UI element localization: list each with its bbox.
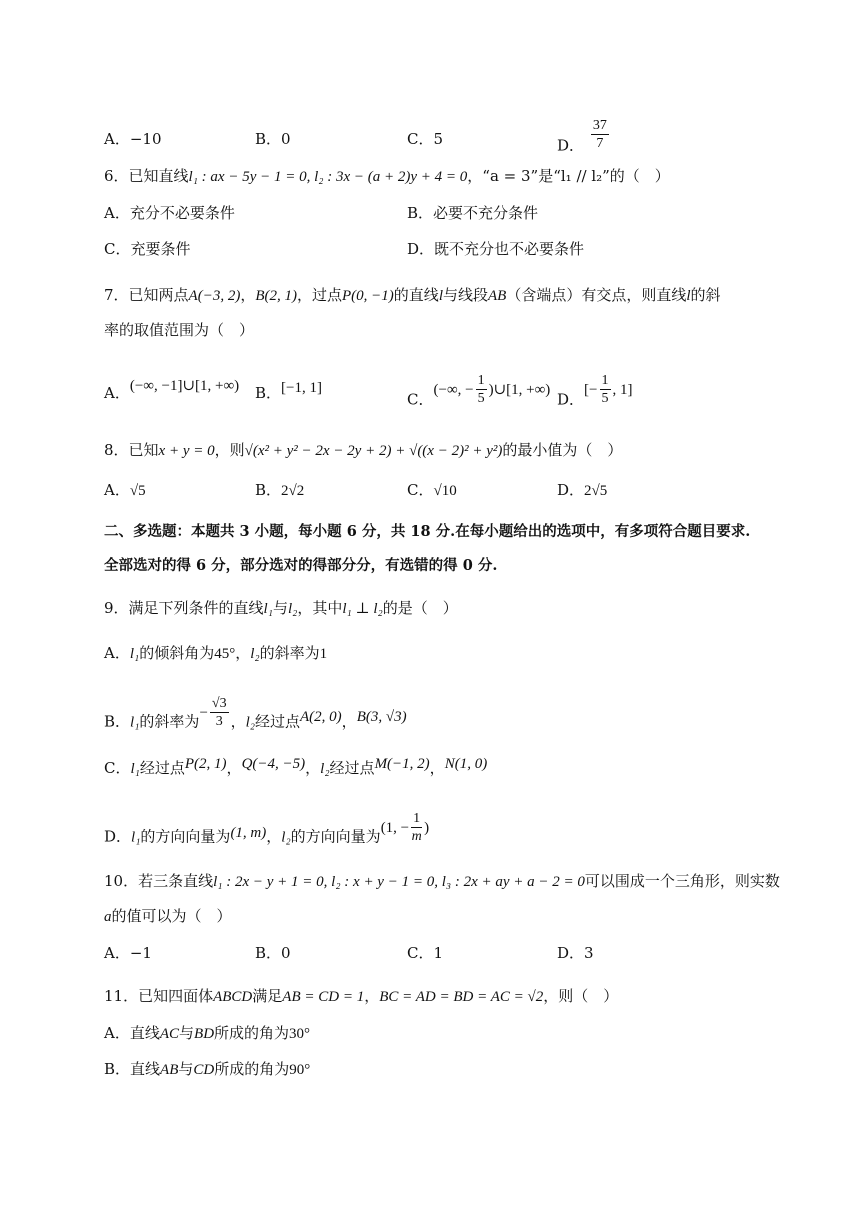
math: AB = CD = 1: [282, 989, 365, 1005]
math: Q(−4, −5): [241, 756, 306, 772]
q7-option-c: [407, 373, 551, 418]
fraction: [476, 372, 487, 407]
q7-text: 与线段: [442, 286, 488, 304]
math: −: [199, 704, 208, 721]
math-part: , 1]: [612, 381, 633, 398]
fraction: [411, 810, 422, 845]
q10-text: 的值可以为（ ）: [111, 907, 232, 925]
q6-stem-question: ，“a = 3”是“l₁ // l₂”的（ ）: [467, 167, 670, 185]
q5-option-b: B．0: [255, 130, 291, 148]
q9-option-b-fraction: [199, 696, 230, 729]
math: l₁: [130, 714, 140, 731]
math-part: [−: [584, 381, 598, 398]
q8-option-b: [255, 480, 304, 501]
option-label: C．: [104, 759, 131, 777]
option-label: B．: [255, 384, 282, 402]
fraction-denominator: 3: [215, 714, 223, 729]
q11-option-a: [104, 1023, 310, 1044]
math: l₂: [245, 714, 255, 731]
option-label: D．: [557, 390, 585, 409]
q9-text: 的是（ ）: [382, 599, 458, 617]
q7-line-l: l: [438, 288, 443, 304]
math: 90°: [289, 1062, 311, 1078]
q9-option-c: [104, 758, 487, 779]
q10-text: 可以围成一个三角形，则实数: [584, 872, 780, 890]
q7-point-p: P(0, −1): [342, 288, 394, 304]
math: M(−1, 2): [374, 756, 430, 772]
q11-text: ，则（ ）: [543, 987, 619, 1005]
q9-l2: l₂: [287, 601, 298, 617]
text: A．直线: [104, 1024, 160, 1042]
q9-option-b: [104, 696, 407, 740]
q11-stem: [104, 986, 618, 1007]
q7-point-b: B(2, 1): [255, 288, 297, 304]
fraction-numerator: √3: [211, 696, 227, 711]
math: 30°: [289, 1026, 311, 1042]
q6-option-d: D．既不充分也不必要条件: [407, 240, 585, 258]
q7-stem-line2: 率的取值范围为（ ）: [104, 321, 255, 339]
q6-stem-math: l₁ : ax − 5y − 1 = 0, l₂ : 3x − (a + 2)y + 4 = 0: [188, 169, 468, 185]
q9-l1: l₁: [263, 601, 273, 617]
fraction-numerator: 1: [601, 373, 609, 388]
q7-segment-ab: AB: [488, 288, 507, 304]
q9-text: ，其中: [297, 599, 343, 617]
q7-option-d: [557, 373, 633, 418]
text: 与: [179, 1024, 195, 1042]
math: (1, m): [230, 824, 267, 841]
q5-option-c: C．5: [407, 130, 444, 148]
q8-option-c: [407, 480, 457, 501]
option-math: 2√5: [584, 483, 608, 499]
math: 45°: [214, 646, 236, 662]
option-label: B．: [104, 712, 131, 731]
text: 所成的角为: [214, 1060, 290, 1078]
fraction-numerator: 1: [413, 811, 421, 826]
fraction-denominator: 5: [601, 391, 609, 406]
fraction-denominator: 5: [477, 391, 485, 406]
math: l₂: [250, 646, 260, 662]
q8-condition: x + y = 0: [158, 443, 215, 459]
q9-text: 与: [272, 599, 288, 617]
math: CD: [193, 1062, 215, 1078]
option-label: D．: [104, 827, 132, 846]
q7-sep: ，: [240, 286, 256, 304]
math: (1, −: [380, 819, 410, 836]
q10-variable-a: a: [104, 909, 112, 925]
q7-option-b: [255, 380, 322, 404]
q7-line-l: l: [686, 288, 691, 304]
q11-text: 满足: [252, 987, 283, 1005]
text: ，: [226, 759, 242, 777]
math: l₂: [320, 761, 330, 777]
text: 的倾斜角为: [139, 644, 215, 662]
q7-option-c-math: [433, 373, 551, 406]
q8-option-d: [557, 480, 607, 501]
fraction-denominator: 7: [596, 136, 604, 151]
math: ): [424, 819, 430, 836]
q6-stem-text: 6．已知直线: [104, 167, 189, 185]
q7-option-a: [104, 378, 240, 404]
option-label: A．: [104, 384, 130, 402]
math: 1: [319, 646, 328, 662]
math: BD: [194, 1026, 215, 1042]
math: l₁: [131, 829, 141, 846]
q10-option-b: B．0: [255, 944, 291, 962]
option-label: A．: [104, 481, 130, 499]
text: 的方向向量为: [140, 827, 231, 846]
text: ，: [305, 759, 321, 777]
q9-option-d: [104, 811, 430, 855]
option-label: A．: [104, 644, 130, 662]
math: B(3, √3): [356, 708, 407, 725]
text: 经过点: [139, 759, 185, 777]
q5-option-a: A．−10: [104, 130, 162, 148]
math: l₁: [129, 646, 140, 662]
q10-option-d: D．3: [557, 944, 594, 962]
math: ABCD: [213, 989, 253, 1005]
q9-text: 9．满足下列条件的直线: [104, 599, 264, 617]
fraction-numerator: 37: [592, 118, 607, 133]
option-label: C．: [407, 390, 434, 409]
q9-option-a: [104, 643, 327, 664]
q7-stem-line1: [104, 285, 721, 306]
q7-text: （含端点）有交点，则直线: [506, 286, 687, 304]
q7-option-d-math: [584, 373, 633, 406]
q6-stem: [104, 166, 670, 187]
q7-text: ，过点: [297, 286, 343, 304]
math: BC = AD = BD = AC = √2: [379, 989, 544, 1005]
q5-option-d-label: D．: [557, 136, 585, 155]
text: 经过点: [255, 712, 301, 731]
text: 所成的角为: [214, 1024, 290, 1042]
q9-option-d-vector: [380, 811, 430, 844]
text: 的方向向量为: [290, 827, 381, 846]
q10-stem-line1: [104, 871, 780, 892]
section-heading-line1: 二、多选题：本题共 3 小题，每小题 6 分，共 18 分.在每小题给出的选项中，有多项符合题目要求.: [104, 523, 751, 540]
math: l₁: [130, 761, 140, 777]
q8-stem: [104, 440, 622, 461]
text: 的斜率为: [139, 712, 200, 731]
text: ，: [235, 644, 251, 662]
math-part: (−∞, −: [433, 381, 474, 398]
q6-option-a: A．充分不必要条件: [104, 204, 235, 222]
text: ，: [429, 759, 445, 777]
fraction-denominator: m: [411, 829, 422, 844]
q7-text: 的斜: [690, 286, 721, 304]
q6-option-c: C．充要条件: [104, 240, 191, 258]
q11-option-b: [104, 1059, 310, 1080]
q8-text: 8．已知: [104, 441, 159, 459]
option-math: √10: [433, 483, 457, 499]
option-math: 2√2: [281, 483, 305, 499]
option-label: B．: [255, 481, 282, 499]
fraction: [600, 372, 611, 407]
text: ，: [230, 712, 246, 731]
text: ，: [266, 827, 282, 846]
q7-text: 7．已知两点: [104, 286, 189, 304]
option-label: C．: [407, 481, 434, 499]
q10-text: 10．若三条直线: [104, 872, 214, 890]
q8-text: 的最小值为（ ）: [502, 441, 623, 459]
q7-option-a-math: (−∞, −1]∪[1, +∞): [129, 378, 240, 394]
fraction: [210, 695, 229, 730]
text: 经过点: [329, 759, 375, 777]
q6-option-b: B．必要不充分条件: [407, 204, 539, 222]
q8-option-a: [104, 480, 146, 501]
q11-text: 11．已知四面体: [104, 987, 214, 1005]
section-heading-line2: 全部选对的得 6 分，部分选对的得部分分，有选错的得 0 分.: [104, 557, 498, 574]
q10-stem-line2: [104, 906, 232, 927]
q7-point-a: A(−3, 2): [188, 288, 241, 304]
math: AC: [159, 1026, 180, 1042]
math: P(2, 1): [184, 756, 227, 772]
q10-lines: l₁ : 2x − y + 1 = 0, l₂ : x + y − 1 = 0, l₃ : 2x + ay + a − 2 = 0: [213, 874, 585, 890]
fraction-numerator: 1: [477, 373, 485, 388]
q7-text: 的直线: [393, 286, 439, 304]
math: l₂: [281, 829, 291, 846]
option-label: D．: [557, 481, 585, 499]
math: A(2, 0): [300, 708, 342, 725]
math-part: )∪[1, +∞): [488, 381, 551, 398]
q9-stem: [104, 598, 458, 619]
option-math: √5: [129, 483, 146, 499]
q11-text: ，: [364, 987, 380, 1005]
text: 的斜率为: [259, 644, 320, 662]
q5-option-d: [557, 118, 611, 164]
q5-option-d-fraction: [591, 117, 609, 152]
q8-text: ，则: [214, 441, 245, 459]
math: AB: [160, 1062, 179, 1078]
q10-option-a: A．−1: [104, 944, 152, 962]
q9-perp-condition: l₁ ⊥ l₂: [342, 601, 383, 617]
text: ，: [341, 712, 357, 731]
q8-expression: √(x² + y² − 2x − 2y + 2) + √((x − 2)² + y²): [244, 443, 503, 459]
q7-option-b-math: [−1, 1]: [281, 380, 322, 396]
text: 与: [178, 1060, 194, 1078]
math: N(1, 0): [444, 756, 488, 772]
text: B．直线: [104, 1060, 161, 1078]
q10-option-c: C．1: [407, 944, 444, 962]
